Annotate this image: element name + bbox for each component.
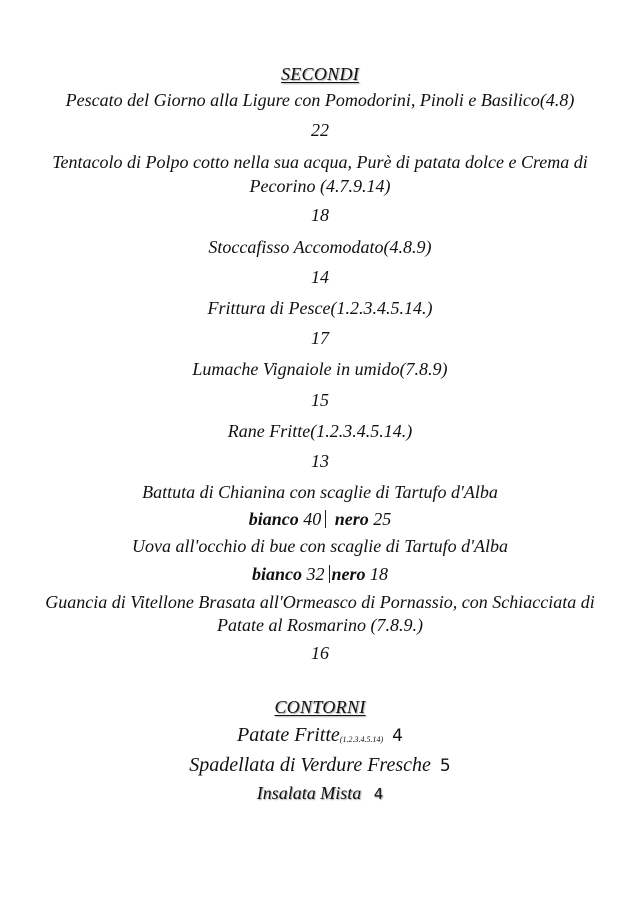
variant-price: 18 (370, 564, 389, 584)
dish-name: Lumache Vignaiole in umido(7.8.9) (192, 359, 448, 379)
dish-name: Uova all'occhio di bue con scaglie di Tartufo d'Alba (132, 536, 508, 556)
section-heading-secondi: SECONDI (280, 64, 360, 84)
variant-label: nero (334, 509, 369, 529)
variant-price: 25 (373, 509, 392, 529)
dish-price: 22 (311, 120, 329, 140)
separator (329, 565, 330, 583)
variant-label: nero (331, 564, 366, 584)
dish-name: Rane Fritte(1.2.3.4.5.14.) (227, 421, 413, 441)
dish-name-line1: Tentacolo di Polpo cotto nella sua acqua, Purè di patata dolce e Crema di (52, 152, 588, 172)
side-dish (0, 753, 640, 778)
side-dish-name: Patate Fritte (237, 724, 340, 746)
separator (325, 510, 326, 528)
variant-price: 40 (303, 509, 322, 529)
dish-price: 16 (311, 643, 329, 663)
dish-price: 17 (311, 328, 329, 348)
dish-price: 13 (311, 451, 329, 471)
dish-variant-prices (0, 563, 640, 585)
dish-name-line2: Pecorino (4.7.9.14) (249, 176, 391, 196)
section-heading-contorni: CONTORNI (274, 697, 366, 717)
dish-name: Stoccafisso Accomodato(4.8.9) (208, 237, 432, 257)
dish-price: 18 (311, 205, 329, 225)
dish-name: Pescato del Giorno alla Ligure con Pomodorini, Pinoli e Basilico(4.8) (65, 90, 575, 110)
dish-name-line1: Guancia di Vitellone Brasata all'Ormeasco di Pornassio, con Schiacciata di (45, 592, 595, 612)
variant-label: bianco (251, 564, 302, 584)
dish-price: 15 (311, 390, 329, 410)
side-dish-name: Insalata Mista (256, 783, 362, 803)
side-dish (0, 782, 640, 805)
dish-price: 14 (311, 267, 329, 287)
side-dish-name: Spadellata di Verdure Fresche (189, 754, 431, 776)
side-dish-price: 5 (439, 756, 451, 776)
dish-variant-prices (0, 508, 640, 530)
variant-price: 32 (306, 564, 325, 584)
dish-name: Battuta di Chianina con scaglie di Tartufo d'Alba (142, 482, 498, 502)
side-dish-price: 4 (373, 785, 384, 803)
dish-name-line2: Patate al Rosmarino (7.8.9.) (217, 615, 423, 635)
side-dish-price: 4 (392, 726, 403, 746)
allergen-codes: (1.2.3.4.5.14) (339, 735, 384, 744)
side-dish (0, 723, 640, 752)
dish-name: Frittura di Pesce(1.2.3.4.5.14.) (207, 298, 433, 318)
variant-label: bianco (248, 509, 299, 529)
